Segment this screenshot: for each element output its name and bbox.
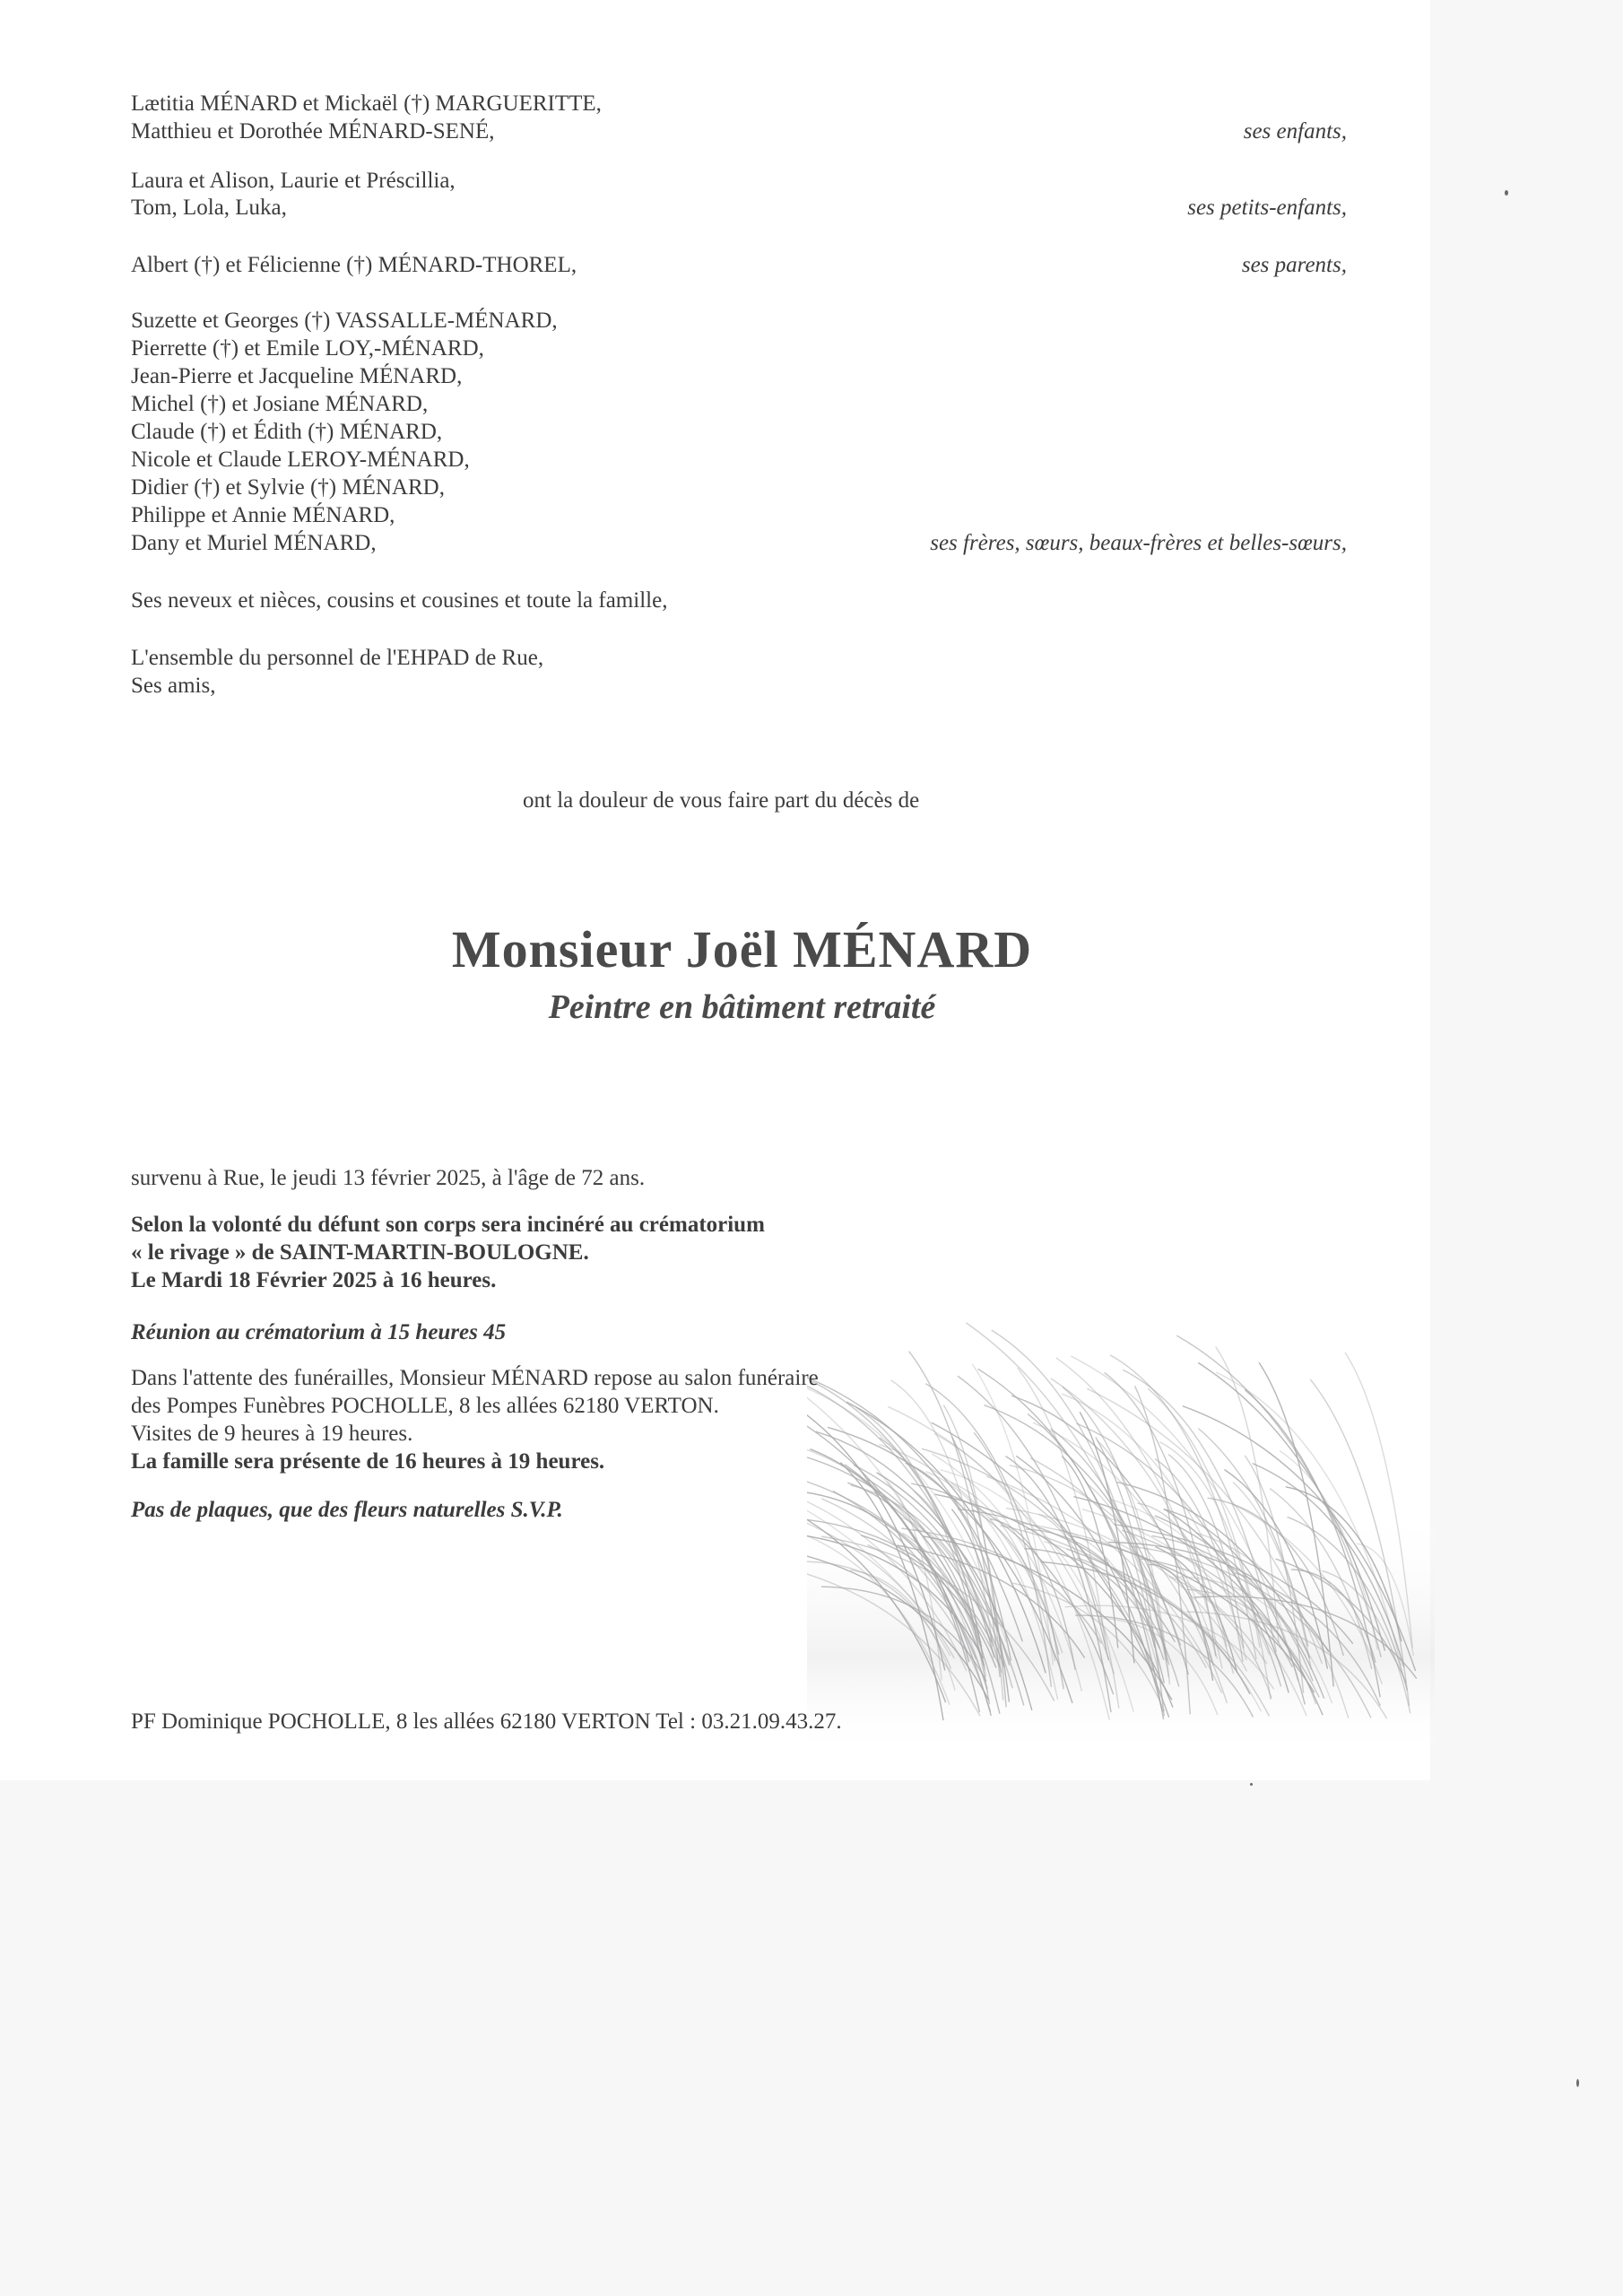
dune-grass-illustration — [807, 1256, 1435, 1758]
death-details: survenu à Rue, le jeudi 13 février 2025, à l'âge de 72 ans. — [131, 1166, 646, 1190]
staff-line: L'ensemble du personnel de l'EHPAD de Rue, — [131, 646, 544, 670]
scan-speck — [1250, 1783, 1253, 1786]
siblings-line-3: Jean-Pierre et Jacqueline MÉNARD, — [131, 364, 463, 388]
siblings-line-5: Claude (†) et Édith (†) MÉNARD, — [131, 420, 443, 444]
parents-relation: ses parents, — [1241, 253, 1347, 277]
children-line-2: Matthieu et Dorothée MÉNARD-SENÉ, — [131, 119, 495, 144]
siblings-line-4: Michel (†) et Josiane MÉNARD, — [131, 392, 429, 416]
rest-line-1: Dans l'attente des funérailles, Monsieur MÉNARD repose au salon funéraire — [131, 1366, 819, 1390]
friends-line: Ses amis, — [131, 674, 216, 698]
deceased-name: Monsieur Joël MÉNARD — [451, 920, 1033, 978]
funeral-home-footer: PF Dominique POCHOLLE, 8 les allées 62180 VERTON Tel : 03.21.09.43.27. — [131, 1709, 842, 1734]
siblings-line-1: Suzette et Georges (†) VASSALLE-MÉNARD, — [131, 309, 558, 333]
siblings-line-9: Dany et Muriel MÉNARD, — [131, 531, 377, 555]
children-relation: ses enfants, — [1243, 119, 1347, 144]
children-line-1: Lætitia MÉNARD et Mickaël (†) MARGUERITTE, — [131, 91, 602, 116]
cremation-line-1: Selon la volonté du défunt son corps sera incinéré au crématorium — [131, 1213, 765, 1237]
family-presence: La famille sera présente de 16 heures à 19 heures. — [131, 1449, 605, 1474]
rest-line-3: Visites de 9 heures à 19 heures. — [131, 1422, 413, 1446]
siblings-line-8: Philippe et Annie MÉNARD, — [131, 503, 395, 527]
cremation-line-3: Le Mardi 18 Février 2025 à 16 heures. — [131, 1268, 497, 1292]
siblings-line-2: Pierrette (†) et Emile LOY,-MÉNARD, — [131, 336, 484, 361]
deceased-profession: Peintre en bâtiment retraité — [548, 988, 936, 1026]
meeting-info: Réunion au crématorium à 15 heures 45 — [131, 1320, 507, 1344]
announcement-text: ont la douleur de vous faire part du décès de — [523, 788, 920, 813]
siblings-line-6: Nicole et Claude LEROY-MÉNARD, — [131, 448, 470, 472]
grandchildren-relation: ses petits-enfants, — [1187, 196, 1347, 220]
grandchildren-line-1: Laura et Alison, Laurie et Préscillia, — [131, 169, 456, 193]
siblings-line-7: Didier (†) et Sylvie (†) MÉNARD, — [131, 475, 445, 500]
grandchildren-line-2: Tom, Lola, Luka, — [131, 196, 287, 220]
scan-margin-bottom — [0, 1780, 1623, 2296]
siblings-relation: ses frères, sœurs, beaux-frères et belles-sœurs, — [930, 531, 1347, 555]
scan-speck — [1505, 190, 1508, 196]
extended-family-line: Ses neveux et nièces, cousins et cousines et toute la famille, — [131, 588, 668, 613]
rest-line-2: des Pompes Funèbres POCHOLLE, 8 les allées 62180 VERTON. — [131, 1394, 719, 1418]
parents-line: Albert (†) et Félicienne (†) MÉNARD-THOREL, — [131, 253, 577, 277]
flowers-note: Pas de plaques, que des fleurs naturelles S.V.P. — [131, 1498, 563, 1522]
cremation-line-2: « le rivage » de SAINT-MARTIN-BOULOGNE. — [131, 1240, 589, 1265]
scan-speck — [1576, 2079, 1579, 2087]
